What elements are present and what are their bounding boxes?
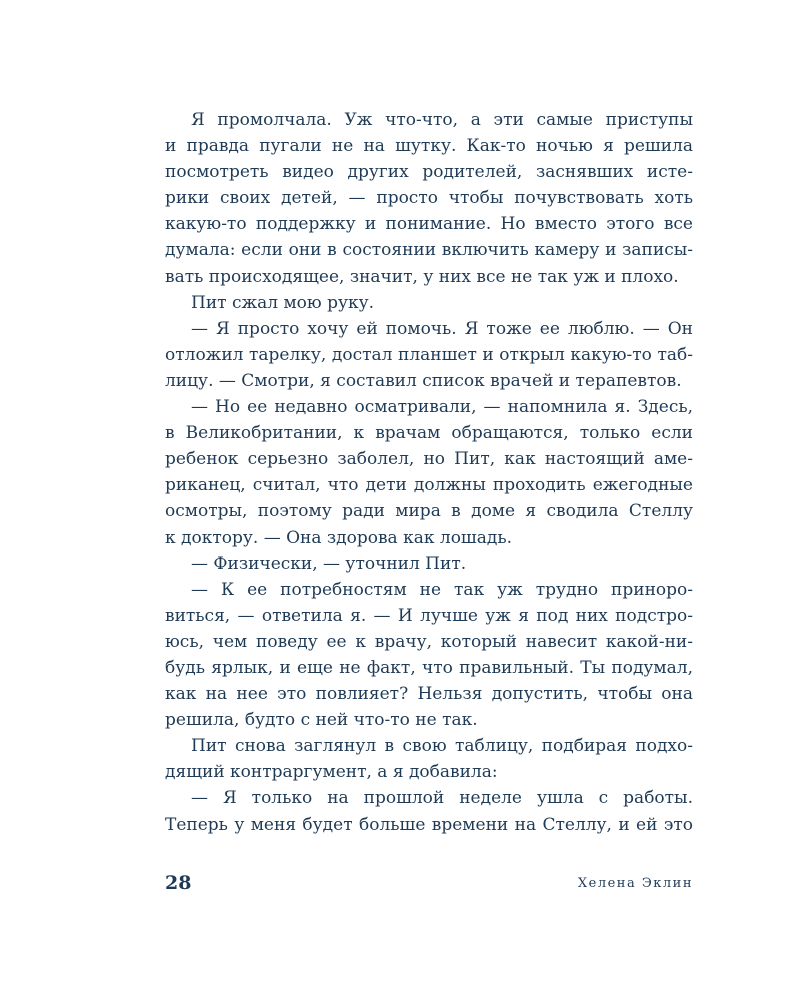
- text-line: отложил тарелку, достал планшет и открыл какую-то таб-: [165, 344, 693, 365]
- text-line: вать происходящее, значит, у них все не так уж и плохо.: [165, 266, 679, 287]
- text-line: — Я только на прошлой неделе ушла с работы.: [191, 788, 693, 809]
- text-line: посмотреть видео других родителей, заснявших исте-: [165, 162, 693, 183]
- page-footer: [165, 872, 693, 894]
- text-line: — К ее потребностям не так уж трудно приноро-: [191, 579, 693, 600]
- text-line: юсь, чем поведу ее к врачу, который навесит какой-ни-: [165, 631, 693, 652]
- text-line: лицу. — Смотри, я составил список врачей и терапевтов.: [165, 370, 682, 391]
- text-line: Теперь у меня будет больше времени на Стеллу, и ей это: [165, 814, 693, 835]
- text-line: и правда пугали не на шутку. Как-то ночью я решила: [165, 136, 693, 157]
- text-line: как на нее это повлияет? Нельзя допустить, чтобы она: [165, 684, 693, 705]
- text-line: виться, — ответила я. — И лучше уж я под них подстро-: [165, 605, 693, 626]
- text-line: в Великобритании, к врачам обращаются, только если: [165, 423, 693, 444]
- page-number: 28: [165, 872, 192, 894]
- text-line: осмотры, поэтому ради мира в доме я сводила Стеллу: [165, 501, 693, 522]
- running-head: Хелена Эклин: [577, 876, 693, 891]
- text-line: к доктору. — Она здорова как лошадь.: [165, 527, 512, 548]
- text-line: решила, будто с ней что-то не так.: [165, 710, 478, 731]
- text-line: Я промолчала. Уж что-что, а эти самые приступы: [191, 110, 693, 130]
- text-line: Пит сжал мою руку.: [191, 292, 375, 313]
- text-line: ребенок серьезно заболел, но Пит, как настоящий аме-: [165, 449, 693, 470]
- text-line: — Но ее недавно осматривали, — напомнила я. Здесь,: [191, 397, 693, 418]
- text-line: — Физически, — уточнил Пит.: [191, 553, 467, 574]
- text-line: рики своих детей, — просто чтобы почувствовать хоть: [165, 188, 693, 209]
- text-line: — Я просто хочу ей помочь. Я тоже ее люблю. — Он: [191, 318, 693, 339]
- text-line: риканец, считал, что дети должны проходить ежегодные: [165, 475, 693, 496]
- text-line: какую-то поддержку и понимание. Но вместо этого все: [165, 214, 693, 235]
- text-line: будь ярлык, и еще не факт, что правильный. Ты подумал,: [165, 657, 693, 678]
- text-line: Пит снова заглянул в свою таблицу, подбирая подхо-: [191, 736, 693, 757]
- body-text: [165, 107, 693, 838]
- text-line: думала: если они в состоянии включить камеру и записы-: [165, 240, 693, 261]
- text-line: дящий контраргумент, а я добавила:: [165, 762, 498, 783]
